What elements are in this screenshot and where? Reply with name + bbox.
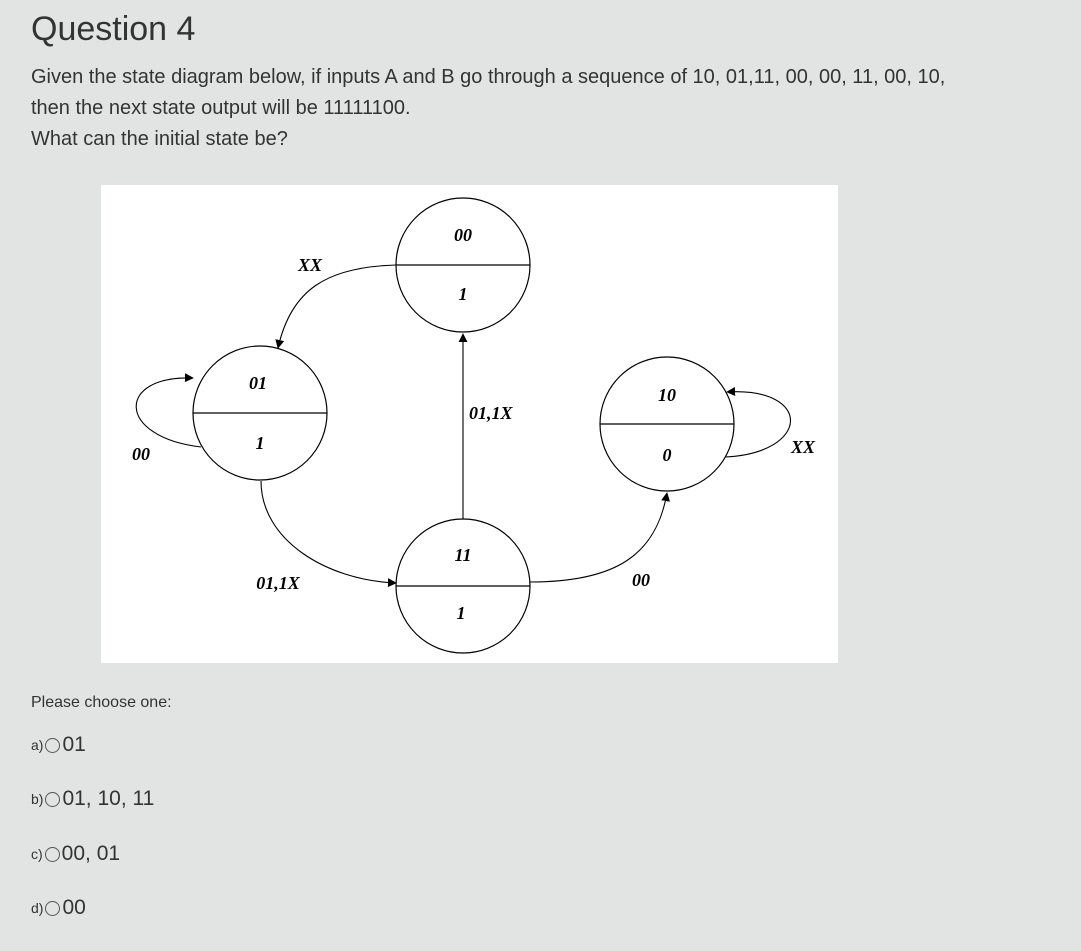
arrow-01-self: [136, 378, 201, 447]
option-d[interactable]: [31, 896, 86, 920]
state-11-label: 11: [454, 545, 472, 565]
state-diagram: [101, 185, 838, 663]
option-d-letter: d): [31, 900, 44, 916]
state-01-output: 1: [255, 433, 265, 453]
state-10-label: 10: [658, 385, 676, 405]
state-01: [193, 346, 327, 480]
label-11-to-10: 00: [632, 570, 650, 590]
option-d-radio[interactable]: [45, 901, 60, 916]
question-line-2: then the next state output will be 11111100.: [31, 97, 411, 119]
state-00-label: 00: [454, 225, 472, 245]
label-00-to-01: XX: [297, 255, 323, 275]
state-11: [396, 519, 530, 653]
option-c-radio[interactable]: [45, 847, 60, 862]
state-00: [396, 198, 530, 332]
label-01-self: 00: [132, 444, 150, 464]
question-title: Question 4: [31, 10, 196, 48]
question-text: [31, 62, 1051, 155]
option-a[interactable]: [31, 733, 86, 757]
label-01-to-11: 01,1X: [256, 573, 300, 593]
option-b[interactable]: [31, 787, 154, 811]
option-a-text: 01: [62, 733, 86, 756]
state-10: [600, 357, 734, 491]
arrow-00-to-01: [278, 265, 396, 348]
state-10-output: 0: [662, 445, 672, 465]
choose-prompt: Please choose one:: [31, 694, 172, 711]
option-b-letter: b): [31, 791, 44, 807]
option-b-text: 01, 10, 11: [62, 787, 155, 810]
option-c-letter: c): [31, 846, 43, 862]
option-b-radio[interactable]: [45, 792, 60, 807]
label-11-to-00: 01,1X: [469, 403, 513, 423]
option-a-radio[interactable]: [45, 738, 60, 753]
arrow-01-to-11: [261, 481, 396, 583]
arrow-10-self: [725, 392, 791, 457]
question-line-1: Given the state diagram below, if inputs A and B go through a sequence of 10, 01,11, 00, 00, 11, 00, 10,: [31, 66, 946, 88]
arrow-11-to-10: [530, 493, 667, 582]
option-c-text: 00, 01: [61, 842, 121, 865]
option-d-text: 00: [62, 896, 86, 919]
state-11-output: 1: [456, 603, 466, 623]
label-10-self: XX: [790, 437, 816, 457]
option-a-letter: a): [31, 737, 44, 753]
question-line-3: What can the initial state be?: [31, 128, 288, 150]
option-c[interactable]: [31, 842, 120, 866]
state-00-output: 1: [458, 284, 468, 304]
state-01-label: 01: [249, 373, 267, 393]
